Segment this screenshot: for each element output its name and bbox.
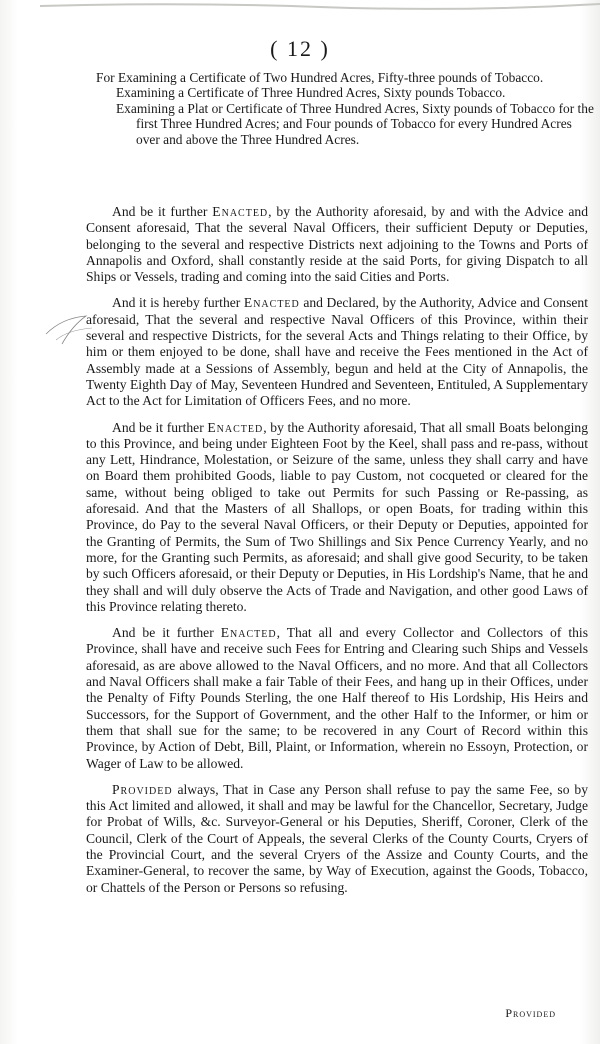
paragraph-lead: And be it further	[112, 625, 221, 641]
page-number: ( 12 )	[270, 36, 330, 61]
catchword: Provided	[505, 1006, 556, 1020]
provided-word: Provided	[112, 781, 173, 797]
fee-list	[96, 70, 596, 147]
enacted-word: Enacted	[212, 204, 269, 219]
paragraph-text: , by the Authority aforesaid, That all small Boats belonging to this Province, and being under Eighteen Foot by the Keel, shall pass and re-pass, without any Lett, Hindrance, Molestation, or Seizure of the same, unless they shall carry and have on Board them prohibited Goods, liable to pay Custom, not cocqueted or cleared for the same, without being obliged to take out Permits for such Passing or Re-passing, as aforesaid. And that the Masters of all Shallops, or open Boats, for trading within this Province, do Pay to the several Naval Officers, or their Deputy or Deputies, appointed for the Granting of Permits, the Sum of Two Shillings and Six Pence Currency Yearly, and no more, for the Granting such Permits, as aforesaid; and shall give good Security, to be taken by such Officers aforesaid, or their Deputy or Deputies, in His Lordship's Name, that he and they shall and will duly observe the Acts of Trade and Navigation, and other good Laws of this Province relating thereto.	[86, 419, 589, 614]
paragraph-lead: And it is hereby further	[112, 295, 244, 311]
paragraph-text: , by the Authority aforesaid, by and with the Advice and Consent aforesaid, That the several Naval Officers, their sufficient Deputy or Deputies, belonging to the several and respective Districts next adjoining to the Towns and Ports of Annapolis and Oxford, shall constantly reside at the said Ports, for giving Dispatch to all Ships or Vessels, trading and coming into the said Cities and Ports.	[86, 204, 588, 285]
enacted-word: Enacted	[207, 419, 264, 435]
paragraph	[86, 204, 588, 285]
paragraph	[86, 420, 588, 616]
fee-item: Examining a Certificate of Three Hundred Acres, Sixty pounds Tobacco.	[116, 85, 506, 101]
page-edge-shading	[40, 0, 600, 14]
enacted-word: Enacted	[220, 625, 277, 641]
paragraph-lead: And be it further	[112, 204, 213, 219]
paragraph	[86, 782, 588, 896]
fee-item: Examining a Plat or Certificate of Three Hundred Acres, Sixty pounds of Tobacco for the first Three Hundred Acres; and Four pounds of Tobacco for every Hundred Acres over and above the Three Hundred Acres.	[116, 100, 594, 147]
paragraph-text: and Declared, by the Authority, Advice and Consent aforesaid, That the several and respective Naval Officers of this Province, within their several and respective Districts, for the several Acts and Things relating to their Office, by him or them enjoyed to be done, shall have and receive the Fees mentioned in the Act of Assembly made at a Sessions of Assembly, begun and held at the City of Annapolis, the Twenty Eighth Day of May, Seventeen Hundred and Seventeen, Entituled, A Supplementary Act to the Act for Limitation of Officers Fees, and no more.	[86, 295, 588, 409]
paragraph	[86, 295, 588, 409]
paragraph-text: , That all and every Collector and Collectors of this Province, shall have and receive such Fees for Entring and Clearing such Ships and Vessels aforesaid, as are above allowed to the Naval Officers, and no more. And that all Collectors and Naval Officers shall make a fair Table of their Fees, and hang up in their Offices, under the Penalty of Fifty Pounds Sterling, the one Half thereof to His Lordship, His Heirs and Successors, for the Support of Government, and the other Half to the Informer, or him or them that shall sue for the same; to be recovered in any Court of Record within this Province, by Action of Debt, Bill, Plaint, or Information, wherein no Essoyn, Protection, or Wager of Law to be allowed.	[86, 625, 588, 771]
paragraph-text: always, That in Case any Person shall refuse to pay the same Fee, so by this Act limited and allowed, it shall and may be lawful for the Chancellor, Secretary, Judge for Probat of Wills, &c. Surveyor-General or his Deputies, Sheriff, Coroner, Clerk of the Council, Clerk of the Court of Appeals, the several Clerks of the County Courts, Cryers of the Provincial Court, and the several Cryers of the Assize and County Courts, and the Examiner-General, to recover the same, by Way of Execution, against the Goods, Tobacco, or Chattels of the Person or Persons so refusing.	[86, 781, 588, 895]
body-text	[86, 204, 588, 896]
fee-item: For Examining a Certificate of Two Hundred Acres, Fifty-three pounds of Tobacco.	[96, 70, 544, 85]
paragraph-lead: And be it further	[112, 419, 208, 435]
enacted-word: Enacted	[243, 295, 300, 311]
paragraph	[86, 625, 588, 772]
